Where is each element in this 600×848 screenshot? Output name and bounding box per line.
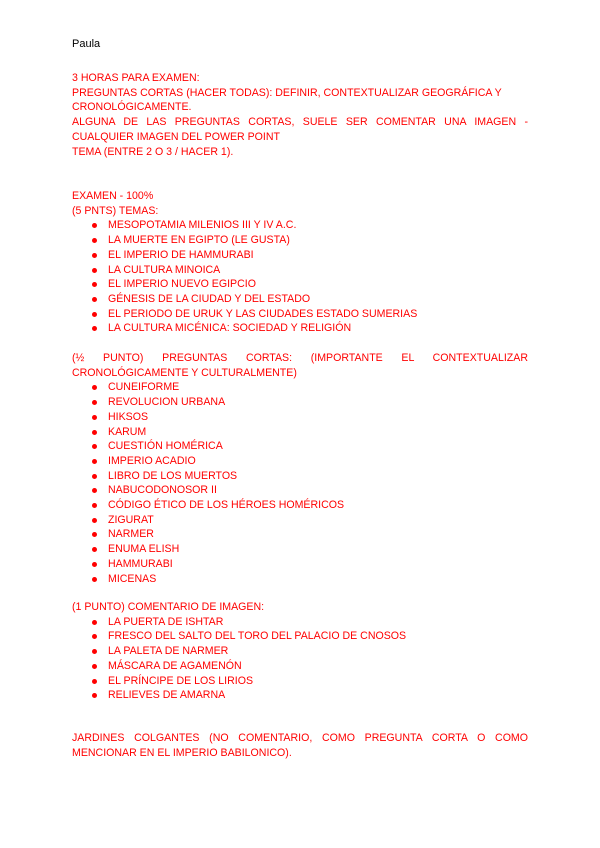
exam-title: EXAMEN - 100% [72,190,154,202]
list-item: REVOLUCION URBANA [72,395,528,410]
list-item: LA MUERTE EN EGIPTO (LE GUSTA) [72,233,528,248]
list-item: MICENAS [72,572,528,587]
list-item: CUESTIÓN HOMÉRICA [72,439,528,454]
hanging-gardens-note [72,731,528,760]
list-item: EL IMPERIO DE HAMMURABI [72,248,528,263]
image-commentary-list [72,615,528,703]
list-item: EL IMPERIO NUEVO EGIPCIO [72,277,528,292]
list-item: ENUMA ELISH [72,542,528,557]
list-item: EL PRÍNCIPE DE LOS LIRIOS [72,674,528,689]
short-questions-list [72,380,528,586]
topics-section [72,189,528,336]
list-item: LA PALETA DE NARMER [72,644,528,659]
short-questions-section [72,351,528,586]
image-commentary-heading: (1 PUNTO) COMENTARIO DE IMAGEN: [72,601,265,613]
list-item: LIBRO DE LOS MUERTOS [72,469,528,484]
list-item: HIKSOS [72,410,528,425]
list-item: NARMER [72,527,528,542]
instruction-line: CUALQUIER IMAGEN DEL POWER POINT [72,130,280,143]
note-line: MENCIONAR EN EL IMPERIO BABILONICO). [72,746,292,759]
instruction-line: 3 HORAS PARA EXAMEN: [72,72,200,84]
list-item: GÉNESIS DE LA CIUDAD Y DEL ESTADO [72,292,528,307]
topics-heading: (5 PNTS) TEMAS: [72,204,159,217]
instruction-line: PREGUNTAS CORTAS (HACER TODAS): DEFINIR, CONTEXTUALIZAR GEOGRÁFICA Y [72,86,502,99]
list-item: RELIEVES DE AMARNA [72,688,528,703]
note-line: JARDINES COLGANTES (NO COMENTARIO, COMO PREGUNTA CORTA O COMO [72,732,528,744]
short-questions-heading: (½ PUNTO) PREGUNTAS CORTAS: (IMPORTANTE EL CONTEXTUALIZAR [72,352,528,364]
list-item: FRESCO DEL SALTO DEL TORO DEL PALACIO DE CNOSOS [72,629,528,644]
instruction-line: CRONOLÓGICAMENTE. [72,101,192,114]
list-item: LA CULTURA MINOICA [72,263,528,278]
topics-list [72,218,528,336]
short-questions-heading-cont: CRONOLÓGICAMENTE Y CULTURALMENTE) [72,366,297,379]
list-item: LA PUERTA DE ISHTAR [72,615,528,630]
list-item: CUNEIFORME [72,380,528,395]
list-item: IMPERIO ACADIO [72,454,528,469]
author-name: Paula [72,38,101,50]
list-item: KARUM [72,425,528,440]
image-commentary-section [72,600,528,703]
list-item: MÁSCARA DE AGAMENÓN [72,659,528,674]
instruction-line: ALGUNA DE LAS PREGUNTAS CORTAS, SUELE SER COMENTAR UNA IMAGEN - [72,116,528,129]
list-item: CÓDIGO ÉTICO DE LOS HÉROES HOMÉRICOS [72,498,528,513]
list-item: MESOPOTAMIA MILENIOS III Y IV A.C. [72,218,528,233]
exam-instructions [72,71,528,159]
list-item: EL PERIODO DE URUK Y LAS CIUDADES ESTADO SUMERIAS [72,307,528,322]
list-item: HAMMURABI [72,557,528,572]
instruction-line: TEMA (ENTRE 2 O 3 / HACER 1). [72,145,234,158]
list-item: NABUCODONOSOR II [72,483,528,498]
list-item: LA CULTURA MICÉNICA: SOCIEDAD Y RELIGIÓN [72,321,528,336]
list-item: ZIGURAT [72,513,528,528]
